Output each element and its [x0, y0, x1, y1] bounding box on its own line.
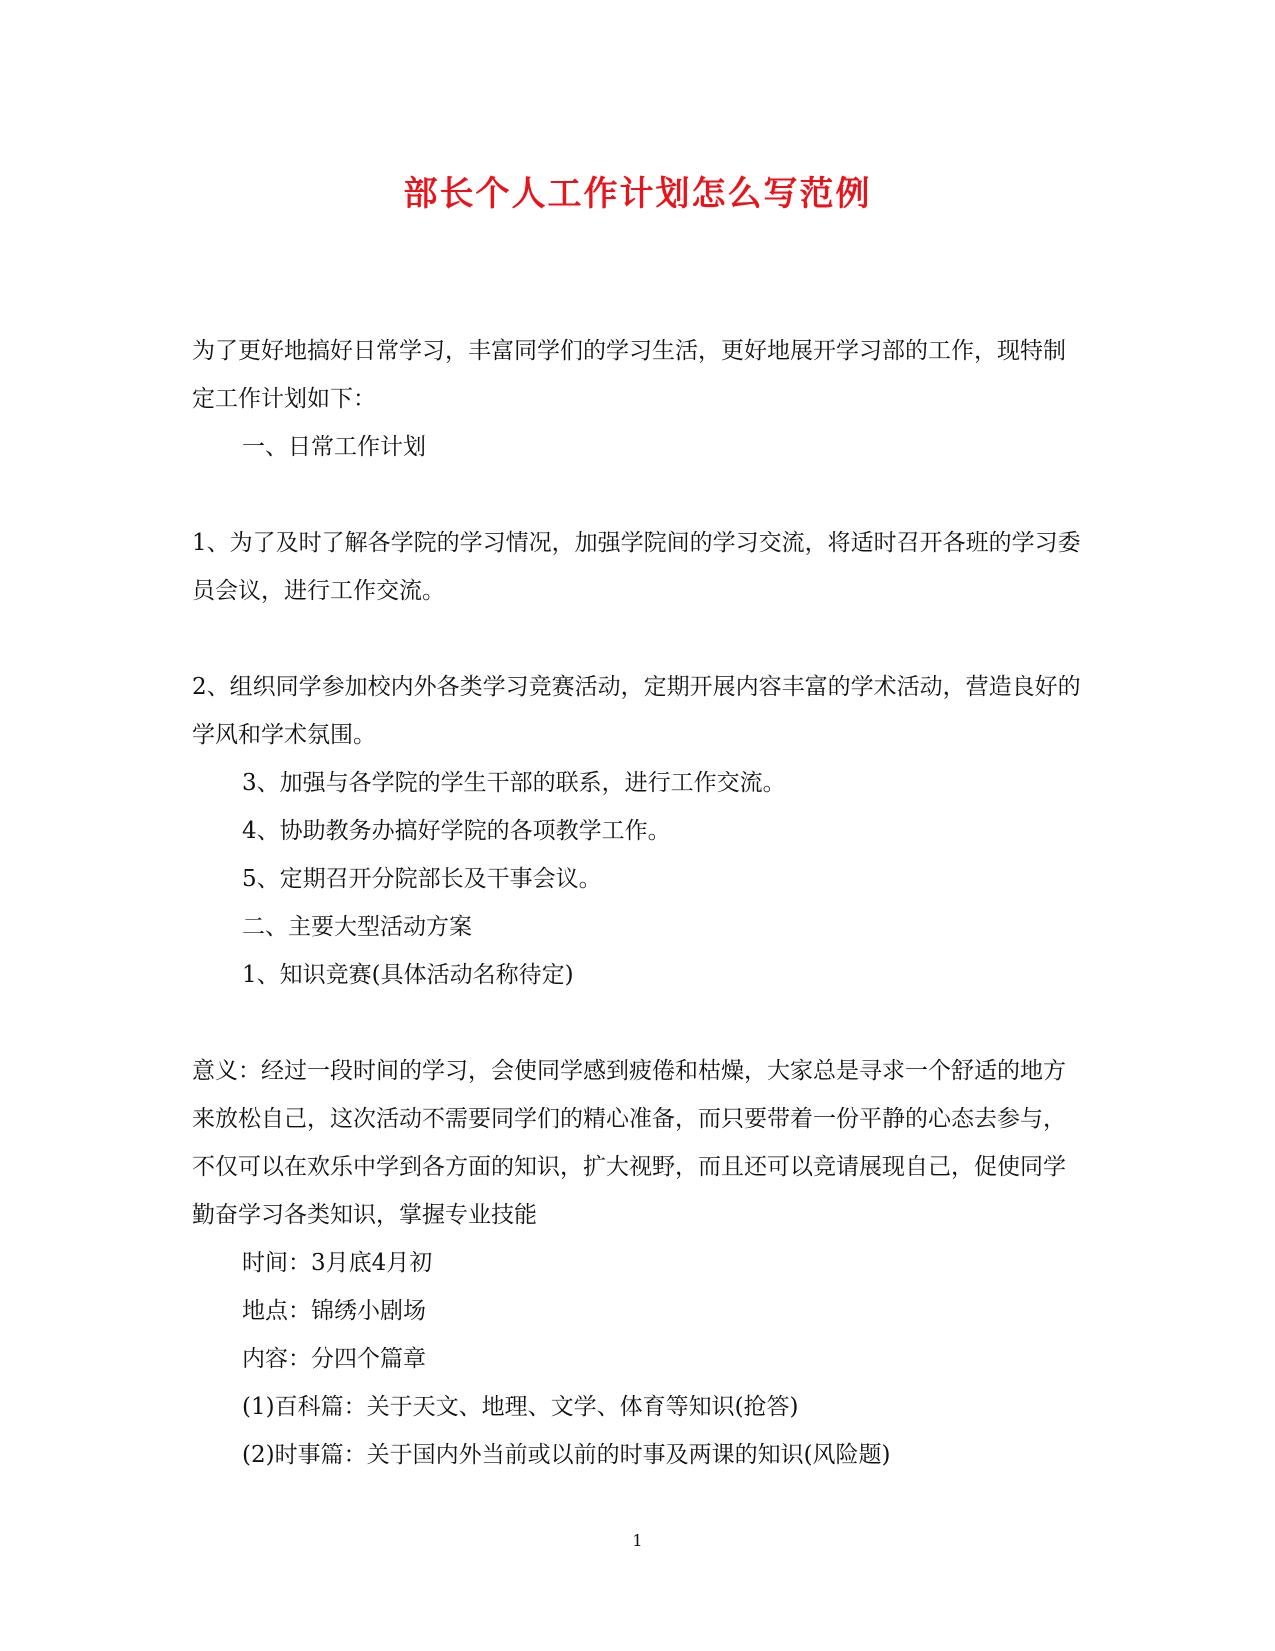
paragraph-gap: [192, 471, 1082, 519]
activity-time: 时间：3月底4月初: [242, 1250, 433, 1276]
content-item-encyclopedia: (1)百科篇：关于天文、地理、文学、体育等知识(抢答): [242, 1394, 799, 1420]
activity-location: 地点：锦绣小剧场: [242, 1298, 426, 1324]
activity-knowledge-contest: 1、知识竞赛(具体活动名称待定): [242, 962, 574, 988]
document-body: [192, 327, 1082, 1479]
list-item-4: 4、协助教务办搞好学院的各项教学工作。: [242, 818, 671, 844]
list-item-5: 5、定期召开分院部长及干事会议。: [242, 866, 602, 892]
document-title: 部长个人工作计划怎么写范例: [403, 174, 872, 214]
section-heading-major-activities: 二、主要大型活动方案: [242, 914, 472, 940]
content-item-current-affairs: (2)时事篇：关于国内外当前或以前的时事及两课的知识(风险题): [242, 1442, 891, 1468]
paragraph-gap: [192, 615, 1082, 663]
section-heading-daily-plan: 一、日常工作计划: [242, 434, 426, 460]
list-item-2: 2、组织同学参加校内外各类学习竞赛活动，定期开展内容丰富的学术活动，营造良好的学风和学术氛围。: [192, 674, 1081, 748]
list-item-1: 1、为了及时了解各学院的学习情况，加强学院间的学习交流，将适时召开各班的学习委员会议，进行工作交流。: [192, 530, 1081, 604]
list-item-3: 3、加强与各学院的学生干部的联系，进行工作交流。: [242, 770, 786, 796]
significance-paragraph: 意义：经过一段时间的学习，会使同学感到疲倦和枯燥，大家总是寻求一个舒适的地方来放松自己，这次活动不需要同学们的精心准备，而只要带着一份平静的心态去参与，不仅可以在欢乐中学到各方面的知识，扩大视野，而且还可以竞请展现自己，促使同学勤奋学习各类知识，掌握专业技能: [192, 1058, 1066, 1228]
paragraph-gap: [192, 999, 1082, 1047]
intro-paragraph: 为了更好地搞好日常学习，丰富同学们的学习生活，更好地展开学习部的工作，现特制定工作计划如下：: [192, 338, 1066, 412]
page-number: 1: [632, 1531, 643, 1550]
activity-content: 内容：分四个篇章: [242, 1346, 426, 1372]
